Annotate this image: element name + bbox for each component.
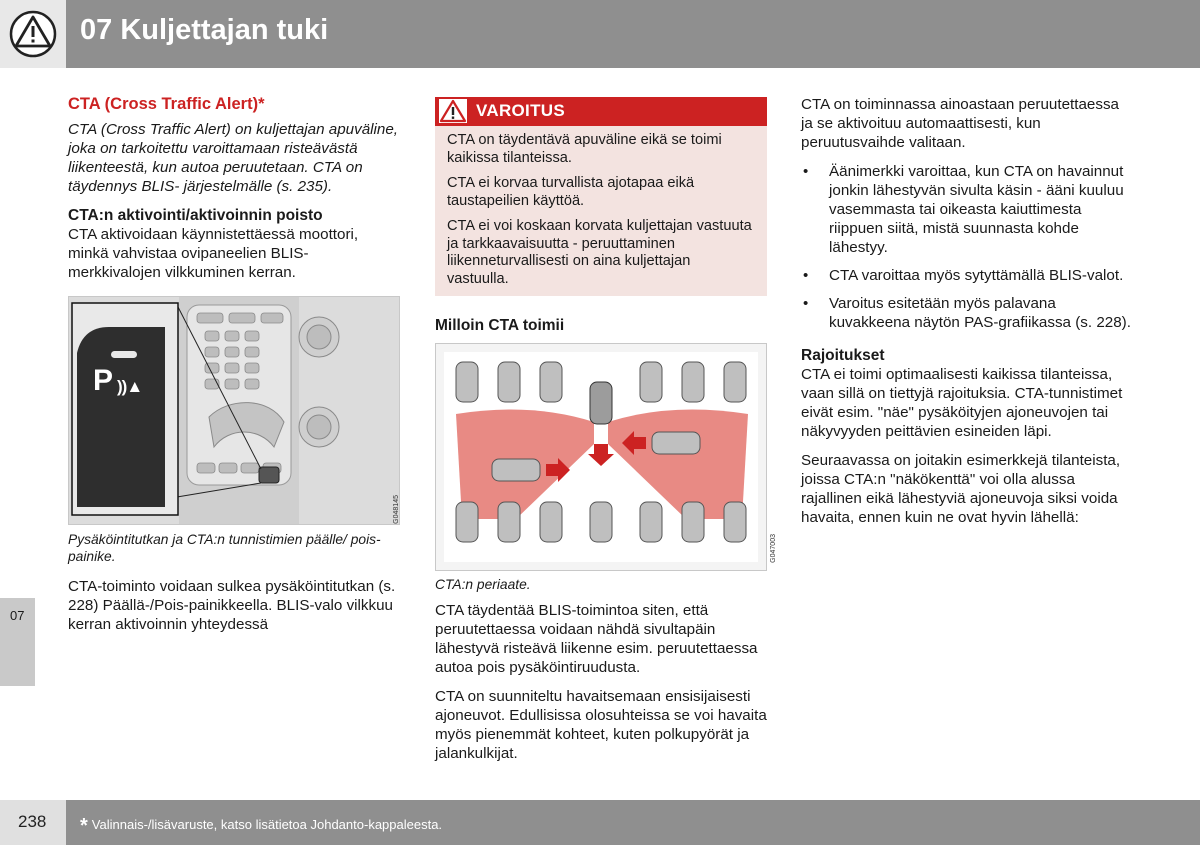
alert-list — [801, 162, 1131, 332]
footnote — [80, 815, 442, 838]
list-item: • CTA varoittaa myös sytyttämällä BLIS-valot. — [801, 266, 1131, 285]
button-figure — [68, 296, 400, 525]
page-header — [0, 0, 1200, 68]
warning-icon-box — [439, 99, 467, 123]
sensor-waves-icon: ))▲ — [117, 377, 143, 396]
warning-item: CTA ei korvaa turvallista ajotapaa eikä taustapeilien käyttöä. — [447, 175, 695, 209]
approaching-car-left — [492, 459, 540, 481]
cta-principle-figure — [435, 343, 777, 571]
parked-cars-bottom — [456, 502, 746, 542]
section-heading: CTA (Cross Traffic Alert)* — [68, 95, 265, 113]
right-column — [801, 95, 1131, 537]
intro-text: CTA (Cross Traffic Alert) on kuljettajan apuväline, joka on tarkoitettu varoittamaan risteävästä liikenteestä, kun autoa peruutetaan. CTA on täydennys BLIS- järjestelmälle (s. 235). — [68, 121, 399, 195]
limitations-text: CTA ei toimi optimaalisesti kaikissa tilanteissa, vaan sillä on tiettyjä rajoituksia. CTA-tunnistimet eivät esim. "näe" pysäköityjen ajoneuvojen tai näkyvyyden peittävien esineiden läpi. — [801, 366, 1123, 440]
activation-subheading: CTA:n aktivointi/aktivoinnin poisto — [68, 207, 323, 224]
operation-text: CTA on toiminnassa ainoastaan peruutettaessa ja se aktivoituu automaattisesti, kun peruutusvaihde valitaan. — [801, 96, 1120, 151]
side-tab-label: 07 — [10, 608, 25, 623]
page-number-box — [0, 800, 66, 845]
approaching-car-right — [652, 432, 700, 454]
examples-intro-text: Seuraavassa on joitakin esimerkkejä tilanteista, joissa CTA:n "näkökenttä" voi olla alussa rajallinen eikä lähestyviä ajoneuvoja siksi voida havaita, ennen kuin ne ovat hyvin lähellä: — [801, 452, 1121, 526]
figure-caption: Pysäköintitutkan ja CTA:n tunnistimien päälle/ pois-painike. — [68, 532, 381, 564]
parking-button-label: P — [93, 364, 114, 397]
left-column — [68, 95, 400, 644]
warning-header — [435, 97, 767, 126]
header-icon-box — [0, 0, 66, 68]
warning-body — [435, 126, 767, 296]
cta-description-text: CTA täydentää BLIS-toimintoa siten, että peruutettaessa voidaan nähdä sivultapäin lähestyvä risteävä liikenne esim. peruutettaessa autoa pois pysäköintiruudusta. — [435, 602, 758, 676]
warning-item: CTA on täydentävä apuväline eikä se toimi kaikissa tilanteissa. — [447, 132, 722, 166]
warning-triangle-icon — [0, 0, 66, 68]
deactivation-text: CTA-toiminto voidaan sulkea pysäköintitutkan (s. 228) Päällä-/Pois-painikkeella. BLIS-valo vilkkuu kerran aktivoinnin yhteydessä — [68, 578, 396, 633]
page-number: 238 — [18, 812, 47, 831]
list-item: • Varoitus esitetään myös palavana kuvakkeena näytön PAS-grafiikassa (s. 228). — [801, 294, 1131, 332]
figure-code: G047003 — [770, 534, 777, 563]
warning-triangle-icon — [439, 99, 467, 123]
footnote-text: Valinnais-/lisävaruste, katso lisätietoa Johdanto-kappaleesta. — [91, 817, 443, 832]
figure-caption: CTA:n periaate. — [435, 577, 531, 592]
cta-detection-text: CTA on suunniteltu havaitsemaan ensisijaisesti ajoneuvot. Edullisissa olosuhteissa se voi havaita myös pienemmät kohteet, kuten polkupyörät ja jalankulkijat. — [435, 688, 767, 762]
middle-column — [435, 95, 777, 773]
list-item: • Äänimerkki varoittaa, kun CTA on havainnut jonkin lähestyvän sivulta käsin - ääni kuuluu vasemmasta tai oikeasta kaiuttimesta riippuen siitä, mistä suunnasta kohde lähestyy. — [801, 162, 1131, 257]
footnote-marker: * — [80, 815, 88, 837]
warning-title: VAROITUS — [476, 101, 565, 120]
console-illustration — [69, 297, 399, 524]
reversing-car — [590, 382, 612, 424]
figure-code: G048145 — [393, 495, 400, 524]
warning-item: CTA ei voi koskaan korvata kuljettajan vastuuta ja tarkkaavaisuutta - peruuttaminen liikenneturvallisesti on aina kuljettajan vastuulla. — [447, 218, 752, 287]
chapter-side-tab — [0, 598, 35, 686]
page-footer — [0, 800, 1200, 845]
limitations-subheading: Rajoitukset — [801, 347, 885, 364]
chapter-title: 07 Kuljettajan tuki — [80, 14, 329, 46]
activation-text: CTA aktivoidaan käynnistettäessä moottori, minkä vahvistaa ovipaneelien BLIS-merkkivalojen vilkkuminen kerran. — [68, 226, 359, 281]
cta-principle-diagram — [436, 344, 766, 570]
how-it-works-subheading: Milloin CTA toimii — [435, 317, 565, 334]
